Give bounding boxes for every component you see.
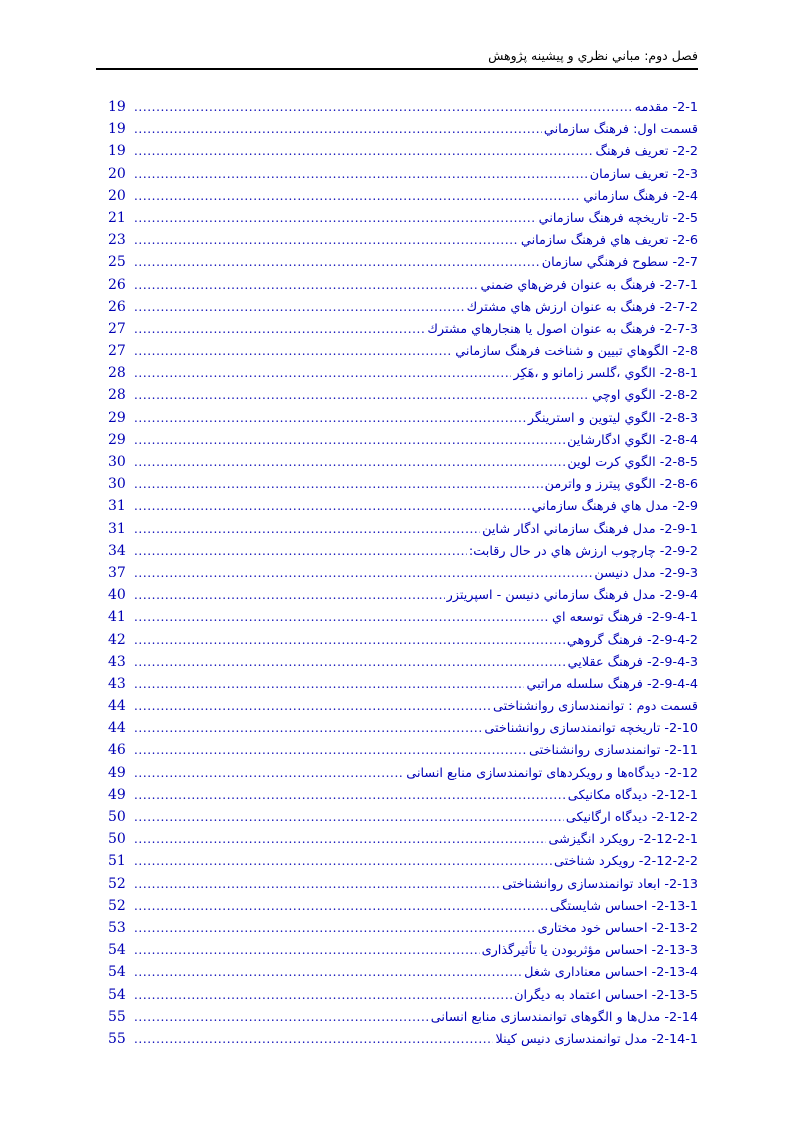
toc-entry[interactable] xyxy=(108,739,698,761)
toc-entry-title: 2-9-2- چارچوب ارزش هاي در حال رقابت: xyxy=(468,543,698,559)
toc-entry[interactable] xyxy=(108,606,698,628)
toc-entry-page: 50 xyxy=(108,809,126,825)
toc-entry-page: 51 xyxy=(108,853,126,870)
toc-leader-dots xyxy=(134,739,527,761)
table-of-contents xyxy=(108,96,698,1050)
toc-leader-dots xyxy=(134,384,590,406)
toc-entry-page: 41 xyxy=(108,609,126,626)
toc-entry-page: 19 xyxy=(108,143,126,160)
toc-entry-title: 2-7-2- فرهنگ به عنوان ارزش هاي مشترك xyxy=(466,299,698,315)
toc-entry-page: 21 xyxy=(108,209,126,226)
toc-leader-dots xyxy=(134,873,500,895)
toc-entry[interactable] xyxy=(108,629,698,651)
toc-entry-page: 28 xyxy=(108,365,126,382)
toc-entry-title: 2-8-2- الگوي اوچي xyxy=(592,388,698,404)
toc-entry[interactable] xyxy=(108,185,698,207)
toc-entry[interactable] xyxy=(108,362,698,384)
toc-entry-title: 2-9-4-2- فرهنگ گروهي xyxy=(566,632,698,648)
toc-entry-title: 2-6- تعريف هاي فرهنگ سازماني xyxy=(520,233,698,249)
toc-entry-title: 2-13-5- احساس اعتماد به دیگران xyxy=(514,987,698,1003)
toc-entry-title: 2-12-2-1- رویکرد انگیزشی xyxy=(548,832,698,848)
toc-entry-page: 29 xyxy=(108,409,126,426)
toc-entry[interactable] xyxy=(108,296,698,318)
toc-entry[interactable] xyxy=(108,695,698,717)
toc-entry[interactable] xyxy=(108,229,698,251)
toc-entry-title: 2-9-4- مدل فرهنگ سازماني دنيسن - اسپريتزر xyxy=(446,588,698,604)
toc-entry-page: 52 xyxy=(108,897,126,914)
toc-entry-title: 2-9-4-4- فرهنگ سلسله مراتبي xyxy=(526,676,698,692)
toc-entry-page: 30 xyxy=(108,476,126,493)
toc-entry-page: 40 xyxy=(108,587,126,604)
toc-entry-page: 53 xyxy=(108,919,126,936)
toc-entry-page: 43 xyxy=(108,653,126,670)
toc-entry-page: 43 xyxy=(108,675,126,692)
toc-entry-title: 2-9- مدل هاي فرهنگ سازماني xyxy=(531,499,698,515)
toc-entry-title: 2-1- مقدمه xyxy=(634,100,698,115)
toc-entry[interactable] xyxy=(108,673,698,695)
toc-entry-page: 49 xyxy=(108,764,126,781)
toc-leader-dots xyxy=(134,296,465,318)
toc-leader-dots xyxy=(134,473,543,495)
toc-leader-dots xyxy=(134,584,445,606)
toc-entry[interactable] xyxy=(108,562,698,584)
toc-entry-title: 2-3- تعريف سازمان xyxy=(589,166,698,182)
toc-entry[interactable] xyxy=(108,429,698,451)
toc-entry[interactable] xyxy=(108,961,698,983)
toc-entry-title: 2-9-1- مدل فرهنگ سازماني ادگار شاين xyxy=(482,521,698,537)
running-header xyxy=(96,44,698,70)
toc-leader-dots xyxy=(134,429,565,451)
toc-entry[interactable] xyxy=(108,984,698,1006)
toc-entry-title: 2-12- دیدگاه‌ها و رویکردهای توانمندسازی منابع انسانی xyxy=(406,765,698,781)
toc-entry[interactable] xyxy=(108,384,698,406)
toc-leader-dots xyxy=(134,518,480,540)
toc-entry-title: 2-7- سطوح فرهنگي سازمان xyxy=(541,255,698,271)
toc-leader-dots xyxy=(134,274,479,296)
toc-entry[interactable] xyxy=(108,318,698,340)
toc-entry[interactable] xyxy=(108,651,698,673)
toc-leader-dots xyxy=(134,762,404,784)
toc-entry-title: 2-8-4- الگوي ادگارشاين xyxy=(567,432,698,448)
toc-entry-page: 20 xyxy=(108,165,126,182)
toc-entry-title: 2-8- الگوهاي تبيين و شناخت فرهنگ سازماني xyxy=(455,344,698,360)
toc-leader-dots xyxy=(134,562,592,584)
toc-entry[interactable] xyxy=(108,939,698,961)
toc-entry-title: 2-7-1- فرهنگ به عنوان فرض‌هاي ضمني xyxy=(480,277,698,293)
toc-entry-title: قسمت دوم : توانمندسازی روانشناختی xyxy=(492,699,698,715)
toc-leader-dots xyxy=(134,407,526,429)
toc-leader-dots xyxy=(134,207,537,229)
toc-entry[interactable] xyxy=(108,540,698,562)
toc-entry-title: 2-13-1- احساس شایستگی xyxy=(549,898,698,914)
toc-entry-title: 2-13-4- احساس معناداری شغل xyxy=(524,965,698,981)
toc-entry-page: 25 xyxy=(108,254,126,271)
toc-leader-dots xyxy=(134,606,550,628)
toc-entry-title: 2-8-6- الگوي پيترز و واترمن xyxy=(544,477,698,493)
toc-entry-page: 44 xyxy=(108,720,126,737)
toc-leader-dots xyxy=(134,185,581,207)
toc-entry-page: 54 xyxy=(108,964,126,981)
toc-entry[interactable] xyxy=(108,717,698,739)
toc-leader-dots xyxy=(134,961,522,983)
toc-entry-page: 55 xyxy=(108,1030,126,1047)
toc-leader-dots xyxy=(134,96,633,118)
header-title: فصل دوم: مباني نظري و پيشينه پژوهش xyxy=(488,48,698,63)
toc-entry-page: 49 xyxy=(108,786,126,803)
toc-leader-dots xyxy=(134,1006,429,1028)
toc-entry-title: قسمت اول: فرهنگ سازماني xyxy=(543,122,698,138)
toc-entry-page: 28 xyxy=(108,387,126,404)
toc-entry-page: 46 xyxy=(108,742,126,759)
toc-entry-title: 2-9-3- مدل دنيسن xyxy=(594,565,698,581)
toc-entry[interactable] xyxy=(108,806,698,828)
toc-entry[interactable] xyxy=(108,762,698,784)
toc-entry-page: 54 xyxy=(108,942,126,959)
toc-entry-title: 2-8-1- الگوي ،گلسر زامانو و ،هَكِر xyxy=(513,366,698,382)
toc-entry[interactable] xyxy=(108,873,698,895)
toc-entry-title: 2-13- ابعاد توانمندسازی روانشناختی xyxy=(502,876,698,892)
toc-entry-title: 2-9-4-3- فرهنگ عقلايي xyxy=(567,654,698,670)
toc-entry-title: 2-7-3- فرهنگ به عنوان اصول يا هنجارهاي مشترك xyxy=(427,321,698,337)
toc-entry-page: 23 xyxy=(108,232,126,249)
toc-entry-page: 20 xyxy=(108,187,126,204)
toc-entry[interactable] xyxy=(108,118,698,140)
toc-leader-dots xyxy=(134,118,542,140)
toc-entry[interactable] xyxy=(108,895,698,917)
toc-leader-dots xyxy=(134,163,588,185)
toc-entry-page: 26 xyxy=(108,276,126,293)
toc-leader-dots xyxy=(134,784,566,806)
toc-entry-title: 2-8-5- الگوي كرت لوين xyxy=(567,455,698,470)
toc-entry[interactable] xyxy=(108,473,698,495)
toc-entry[interactable] xyxy=(108,251,698,273)
toc-entry-page: 27 xyxy=(108,320,126,337)
toc-entry-title: 2-13-3- احساس مؤثربودن یا تأثیرگذاری xyxy=(481,943,698,959)
toc-entry-title: 2-12-1- دیدگاه مکانیکی xyxy=(567,787,698,803)
toc-entry-page: 29 xyxy=(108,431,126,448)
toc-entry[interactable] xyxy=(108,584,698,606)
toc-leader-dots xyxy=(134,850,552,872)
toc-leader-dots xyxy=(134,717,482,739)
toc-leader-dots xyxy=(134,251,540,273)
toc-entry-page: 27 xyxy=(108,343,126,360)
toc-entry[interactable] xyxy=(108,451,698,473)
toc-entry-title: 2-12-2-2- رویکرد شناختی xyxy=(554,854,698,870)
toc-entry[interactable] xyxy=(108,207,698,229)
toc-leader-dots xyxy=(134,984,512,1006)
toc-entry-page: 42 xyxy=(108,631,126,648)
toc-entry-title: 2-2- تعريف فرهنگ xyxy=(595,144,698,160)
toc-leader-dots xyxy=(134,629,565,651)
toc-entry-page: 52 xyxy=(108,875,126,892)
toc-entry[interactable] xyxy=(108,1028,698,1050)
toc-entry[interactable] xyxy=(108,140,698,162)
toc-entry[interactable] xyxy=(108,495,698,517)
toc-entry[interactable] xyxy=(108,1006,698,1028)
toc-leader-dots xyxy=(134,318,425,340)
toc-entry-page: 31 xyxy=(108,498,126,515)
toc-entry-title: 2-9-4-1- فرهنگ توسعه اي xyxy=(552,610,698,626)
toc-leader-dots xyxy=(134,495,530,517)
toc-leader-dots xyxy=(134,895,548,917)
toc-entry[interactable] xyxy=(108,274,698,296)
toc-leader-dots xyxy=(134,229,519,251)
toc-entry-title: 2-12-2- دیدگاه ارگانیکی xyxy=(565,810,698,825)
toc-leader-dots xyxy=(134,140,593,162)
toc-entry-title: 2-11- توانمندسازی روانشناختی xyxy=(529,743,698,759)
toc-entry-page: 44 xyxy=(108,698,126,715)
toc-leader-dots xyxy=(134,917,536,939)
toc-entry-title: 2-5- تاريخچه فرهنگ سازماني xyxy=(538,210,698,226)
toc-leader-dots xyxy=(134,340,453,362)
toc-entry-title: 2-14- مدل‌ها و الگوهای توانمندسازی منابع انسانی xyxy=(430,1009,698,1025)
toc-leader-dots xyxy=(134,540,467,562)
toc-entry-page: 55 xyxy=(108,1008,126,1025)
toc-entry-title: 2-8-3- الگوي ليتوين و استرينگر xyxy=(527,410,698,426)
toc-entry-title: 2-10- تاريخچه توانمندسازی روانشناختی xyxy=(484,721,698,737)
toc-entry-title: 2-4- فرهنگ سازماني xyxy=(583,188,698,204)
toc-entry-page: 31 xyxy=(108,520,126,537)
toc-leader-dots xyxy=(134,651,566,673)
toc-leader-dots xyxy=(134,1028,493,1050)
toc-entry-page: 37 xyxy=(108,564,126,581)
toc-entry[interactable] xyxy=(108,518,698,540)
toc-entry-page: 19 xyxy=(108,99,126,115)
toc-entry-title: 2-14-1- مدل توانمندسازی دنیس کینلا xyxy=(495,1031,698,1047)
toc-entry-title: 2-13-2- احساس خود مختاری xyxy=(537,920,698,936)
toc-entry-page: 34 xyxy=(108,542,126,559)
toc-leader-dots xyxy=(134,828,546,850)
toc-entry-page: 19 xyxy=(108,121,126,138)
toc-entry[interactable] xyxy=(108,784,698,806)
toc-entry-page: 54 xyxy=(108,986,126,1003)
toc-entry[interactable] xyxy=(108,407,698,429)
toc-leader-dots xyxy=(134,939,480,961)
toc-leader-dots xyxy=(134,673,524,695)
toc-entry[interactable] xyxy=(108,163,698,185)
toc-entry[interactable] xyxy=(108,340,698,362)
toc-entry-page: 26 xyxy=(108,298,126,315)
toc-leader-dots xyxy=(134,806,564,828)
toc-entry-page: 30 xyxy=(108,454,126,470)
toc-leader-dots xyxy=(134,695,491,717)
toc-entry[interactable] xyxy=(108,828,698,850)
toc-entry[interactable] xyxy=(108,850,698,872)
toc-leader-dots xyxy=(134,362,511,384)
toc-entry[interactable] xyxy=(108,917,698,939)
toc-entry[interactable] xyxy=(108,96,698,118)
toc-leader-dots xyxy=(134,451,565,473)
toc-entry-page: 50 xyxy=(108,831,126,848)
